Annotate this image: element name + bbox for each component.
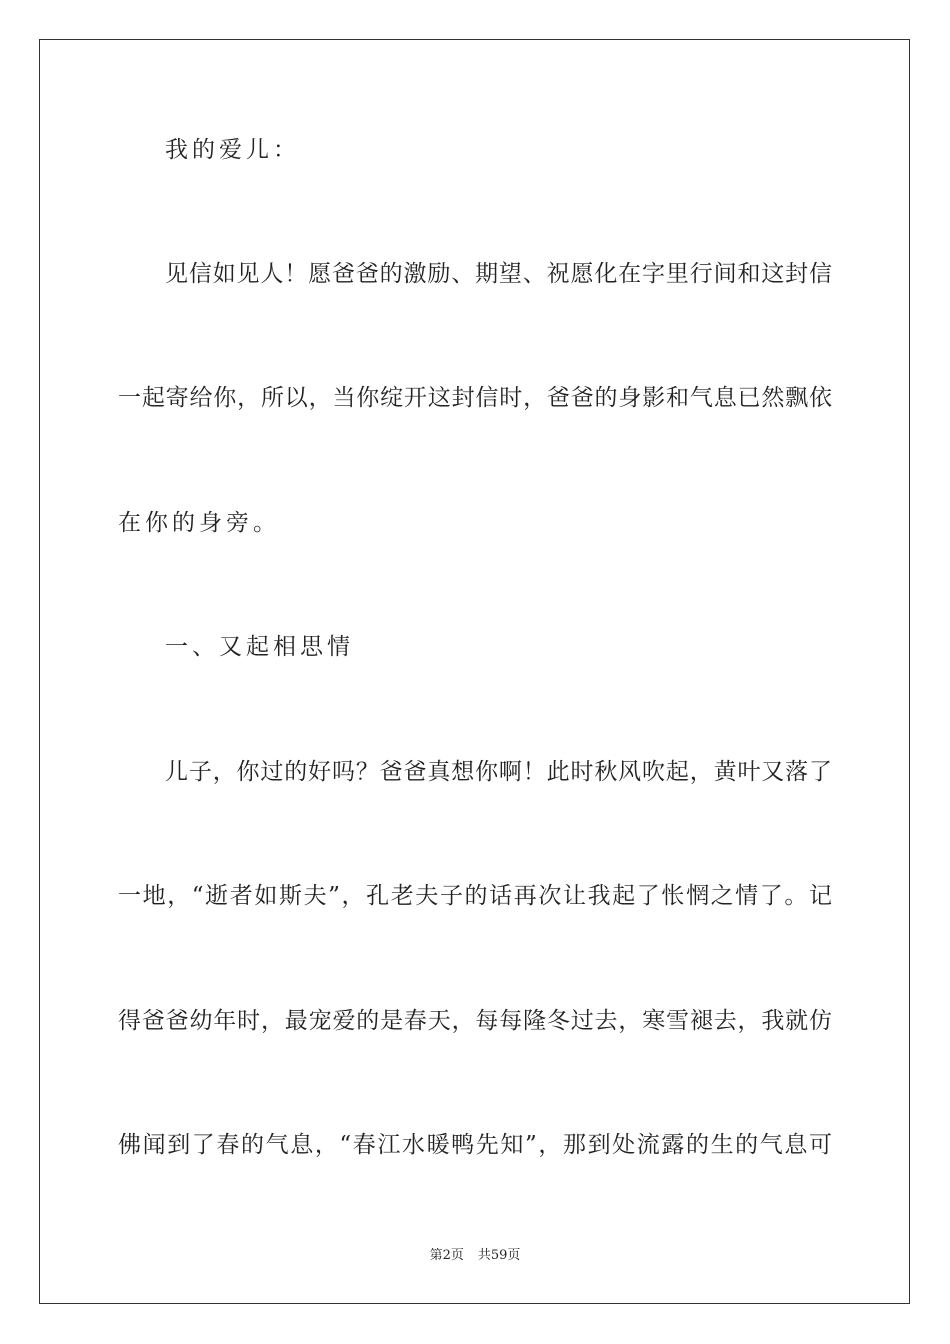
page-footer <box>0 1247 950 1265</box>
section-heading: 一、又起相思情 <box>165 634 354 660</box>
paragraph-line: 在你的身旁。 <box>118 510 280 536</box>
paragraph-line: 一地，“逝者如斯夫”，孔老夫子的话再次让我起了怅惘之情了。记 <box>118 883 832 909</box>
page-border <box>39 39 910 1304</box>
paragraph-line: 见信如见人！愿爸爸的激励、期望、祝愿化在字里行间和这封信 <box>165 261 832 287</box>
paragraph-line: 儿子，你过的好吗？爸爸真想你啊！此时秋风吹起，黄叶又落了 <box>165 759 832 785</box>
page-total: 共59页 <box>477 1248 521 1263</box>
salutation: 我的爱儿： <box>165 137 300 163</box>
paragraph-line: 一起寄给你，所以，当你绽开这封信时，爸爸的身影和气息已然飘依 <box>118 385 832 411</box>
page-number: 第2页 <box>429 1248 464 1263</box>
paragraph-line: 佛闻到了春的气息，“春江水暖鸭先知”，那到处流露的生的气息可 <box>118 1132 832 1158</box>
paragraph-line: 得爸爸幼年时，最宠爱的是春天，每每隆冬过去，寒雪褪去，我就仿 <box>118 1008 832 1034</box>
